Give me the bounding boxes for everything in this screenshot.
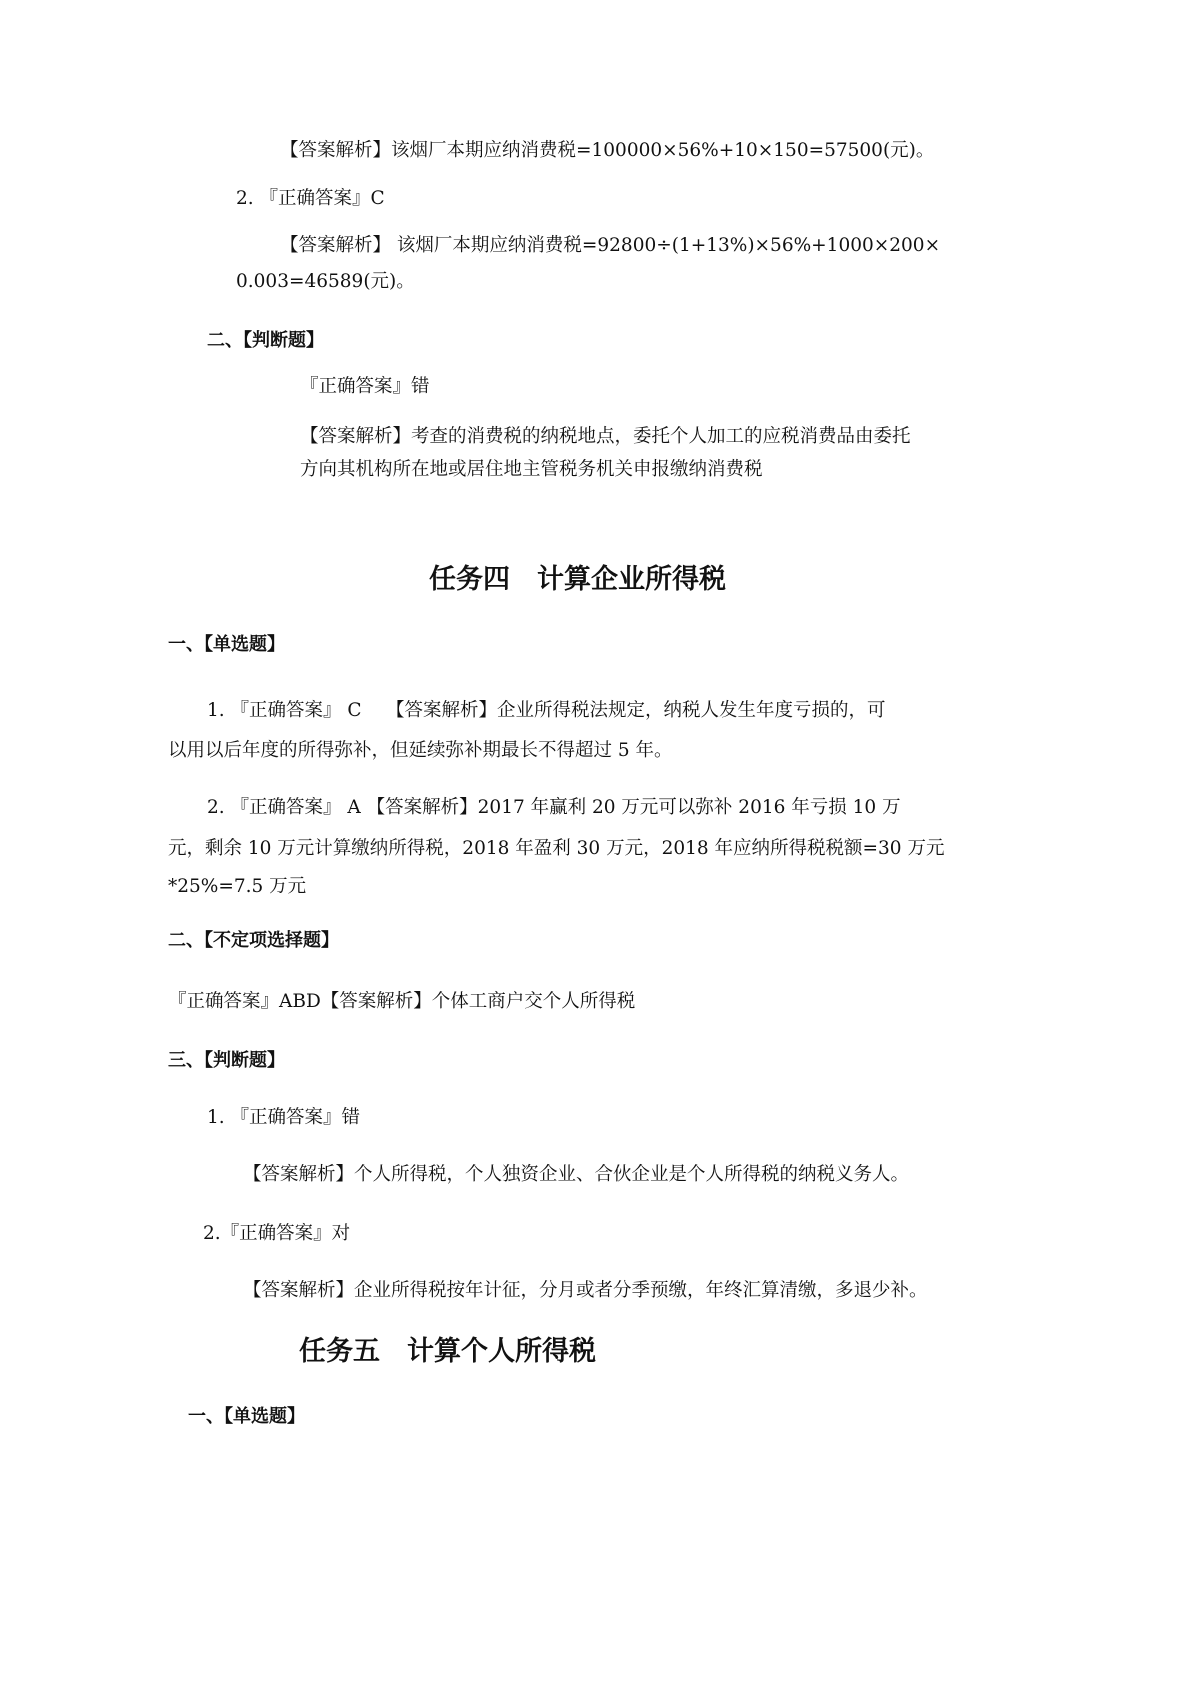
- correct-answer-text: 『正确答案』错: [300, 376, 430, 397]
- section-heading: 一、【单选题】: [168, 634, 285, 655]
- section-heading: 三、【判断题】: [168, 1050, 285, 1071]
- answer-analysis-text: 【答案解析】考查的消费税的纳税地点，委托个人加工的应税消费品由委托: [300, 426, 911, 447]
- task-title: 任务五 计算个人所得税: [299, 1336, 596, 1367]
- section-heading: 二、【判断题】: [207, 330, 324, 351]
- answer-analysis-text: 【答案解析】 该烟厂本期应纳消费税=92800÷(1+13%)×56%+1000×200×: [280, 235, 941, 256]
- answer-analysis-text: 【答案解析】该烟厂本期应纳消费税=100000×56%+10×150=57500(元)。: [280, 140, 935, 161]
- answer-text: 『正确答案』ABD【答案解析】个体工商户交个人所得税: [168, 991, 636, 1012]
- answer-text: *25%=7.5 万元: [168, 876, 307, 897]
- section-heading: 一、【单选题】: [188, 1406, 305, 1427]
- task-title: 任务四 计算企业所得税: [429, 564, 726, 595]
- answer-analysis-text: 【答案解析】企业所得税按年计征，分月或者分季预缴，年终汇算清缴，多退少补。: [243, 1280, 928, 1301]
- answer-analysis-text: 方向其机构所在地或居住地主管税务机关申报缴纳消费税: [300, 459, 763, 480]
- answer-analysis-text: 【答案解析】个人所得税，个人独资企业、合伙企业是个人所得税的纳税义务人。: [243, 1164, 910, 1185]
- answer-text: 元，剩余 10 万元计算缴纳所得税，2018 年盈利 30 万元，2018 年应纳所得税税额=30 万元: [168, 838, 945, 859]
- answer-text: 1. 『正确答案』 C 【答案解析】企业所得税法规定，纳税人发生年度亏损的，可: [207, 700, 886, 721]
- answer-text: 2. 『正确答案』 A 【答案解析】2017 年赢利 20 万元可以弥补 2016 年亏损 10 万: [207, 797, 901, 818]
- correct-answer-text: 2. 『正确答案』C: [236, 188, 385, 209]
- correct-answer-text: 2.『正确答案』对: [203, 1223, 351, 1244]
- section-heading: 二、【不定项选择题】: [168, 930, 339, 951]
- correct-answer-text: 1. 『正确答案』错: [207, 1107, 361, 1128]
- answer-analysis-text: 0.003=46589(元)。: [236, 271, 415, 292]
- answer-text: 以用以后年度的所得弥补，但延续弥补期最长不得超过 5 年。: [168, 740, 673, 761]
